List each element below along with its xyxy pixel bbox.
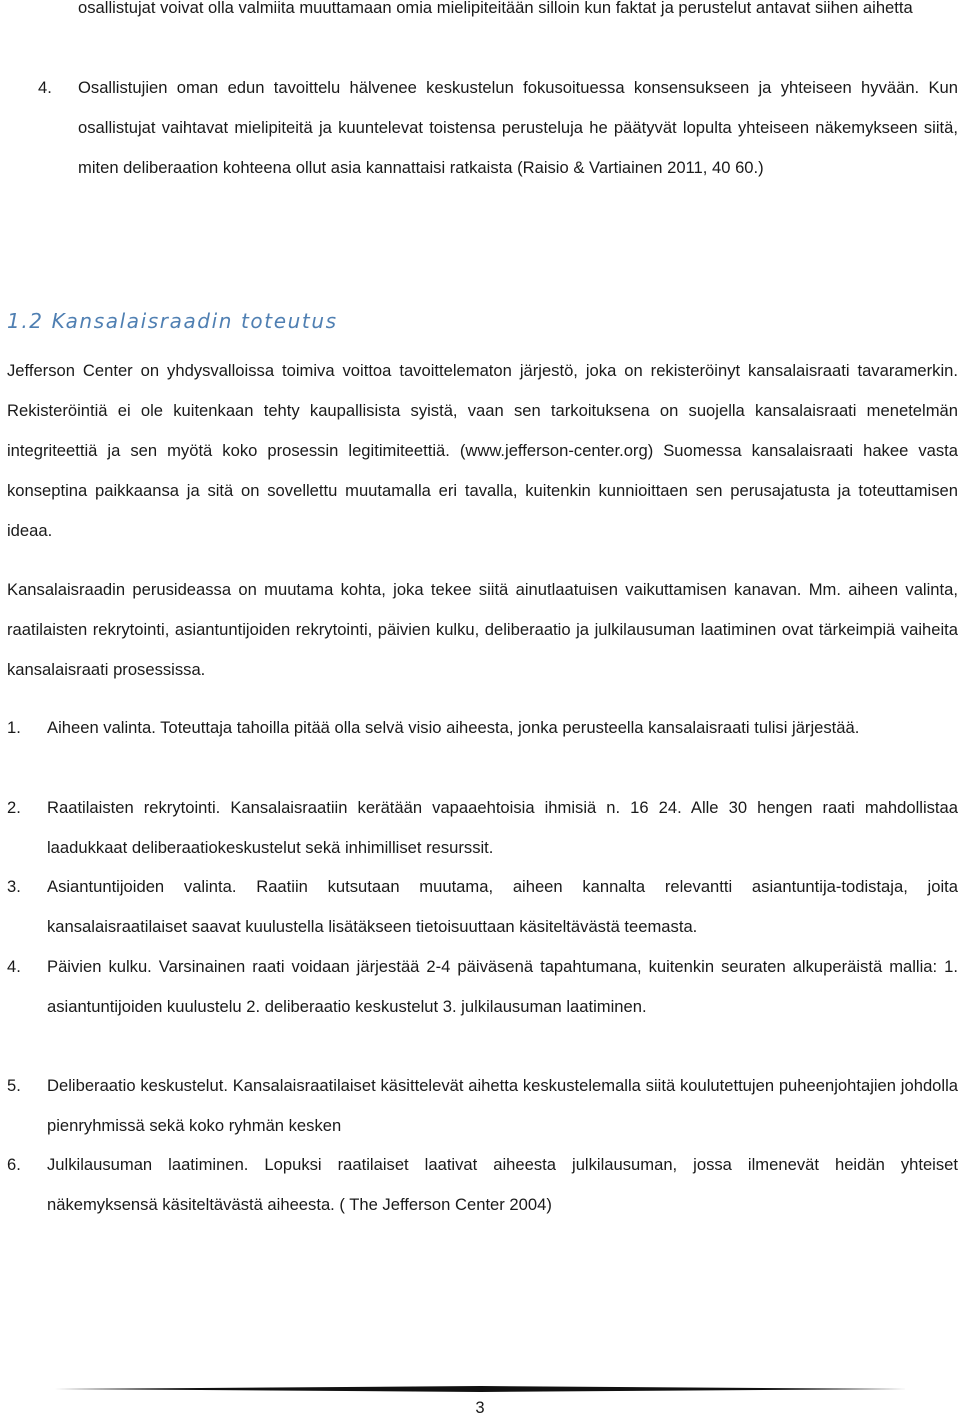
list-item-number: 4. — [7, 957, 21, 976]
list-item-number: 1. — [7, 718, 21, 737]
list-item-text: Osallistujien oman edun tavoittelu hälvenee keskustelun fokusoituessa konsensukseen ja yhteiseen hyvään. Kun osallistujat vaihtavat mielipiteitä ja kuuntelevat toistensa perusteluja he päätyvät lopulta yhteiseen näkemykseen siitä, miten deliberaation kohteena ollut asia kannattaisi ratkaista (Raisio & Vartiainen 2011, 40 60.) — [78, 78, 958, 177]
paragraph-perusidea: Kansalaisraadin perusideassa on muutama kohta, joka tekee siitä ainutlaatuisen vaikuttamisen kanavan. Mm. aiheen valinta, raatilaisten rekrytointi, asiantuntijoiden rekrytointi, päivien kulku, deliberaatio ja julkilausuman laatiminen ovat tärkeimpiä vaiheita kansalaisraati prosessissa. — [7, 580, 958, 679]
list-item — [7, 788, 958, 868]
list-item-text: Asiantuntijoiden valinta. Raatiin kutsutaan muutama, aiheen kannalta relevantti asiantuntija-todistaja, joita kansalaisraatilaiset saavat kuulustella lisätäkseen tietoisuuttaan käsiteltävästä teemasta. — [47, 877, 958, 936]
list-item-text: Päivien kulku. Varsinainen raati voidaan järjestää 2-4 päiväsenä tapahtumana, kuitenkin seuraten alkuperäistä mallia: 1. asiantuntijoiden kuulustelu 2. deliberaatio keskustelut 3. julkilausuman laatiminen. — [47, 957, 958, 1016]
list-item-number: 2. — [7, 798, 21, 817]
list-item — [7, 708, 958, 748]
list-item-number: 4. — [38, 78, 52, 97]
list-item-text: Aiheen valinta. Toteuttaja tahoilla pitää olla selvä visio aiheesta, jonka perusteella kansalaisraati tulisi järjestää. — [47, 718, 860, 737]
list-item — [7, 947, 958, 1027]
paragraph-jefferson-center: Jefferson Center on yhdysvalloissa toimiva voittoa tavoittelematon järjestö, joka on rekisteröinyt kansalaisraati tavaramerkin. Rekisteröintiä ei ole kuitenkaan tehty kaupallisista syistä, vaan sen tarkoituksena on suojella kansalaisraati menetelmän integriteettiä ja sen myötä koko prosessin legitimiteettiä. (www.jefferson-center.org) Suomessa kansalaisraati hakee vasta konseptina paikkaansa ja sitä on sovellettu muutamalla eri tavalla, kuitenkin kunnioittaen sen perusajatusta ja toteuttamisen ideaa. — [7, 361, 958, 540]
list-item-text: Julkilausuman laatiminen. Lopuksi raatilaiset laativat aiheesta julkilausuman, jossa ilmenevät heidän yhteiset näkemyksensä käsiteltävästä aiheesta. ( The Jefferson Center 2004) — [47, 1155, 958, 1214]
section-heading: 1.2 Kansalaisraadin toteutus — [7, 309, 338, 333]
list-item-number: 3. — [7, 877, 21, 896]
list-item-number: 5. — [7, 1076, 21, 1095]
list-item — [7, 867, 958, 947]
list-item — [7, 1145, 958, 1225]
page-number: 3 — [475, 1398, 485, 1417]
list-item-text: Raatilaisten rekrytointi. Kansalaisraatiin kerätään vapaaehtoisia ihmisiä n. 16 24. Alle 30 hengen raati mahdollistaa laadukkaat deliberaatiokeskustelut sekä inhimilliset resurssit. — [47, 798, 958, 857]
list-item-number: 6. — [7, 1155, 21, 1174]
continuation-body: osallistujat voivat olla valmiita muuttamaan omia mielipiteitään silloin kun faktat ja perustelut antavat siihen aihetta — [78, 0, 913, 17]
continuation-text — [7, 0, 958, 28]
list-item-text: Deliberaatio keskustelut. Kansalaisraatilaiset käsittelevät aihetta keskustelemalla siitä koulutettujen puheenjohtajien johdolla pienryhmissä sekä koko ryhmän kesken — [47, 1076, 958, 1135]
list-item-4 — [38, 68, 958, 188]
footer-divider — [55, 1386, 907, 1392]
list-item — [7, 1066, 958, 1146]
